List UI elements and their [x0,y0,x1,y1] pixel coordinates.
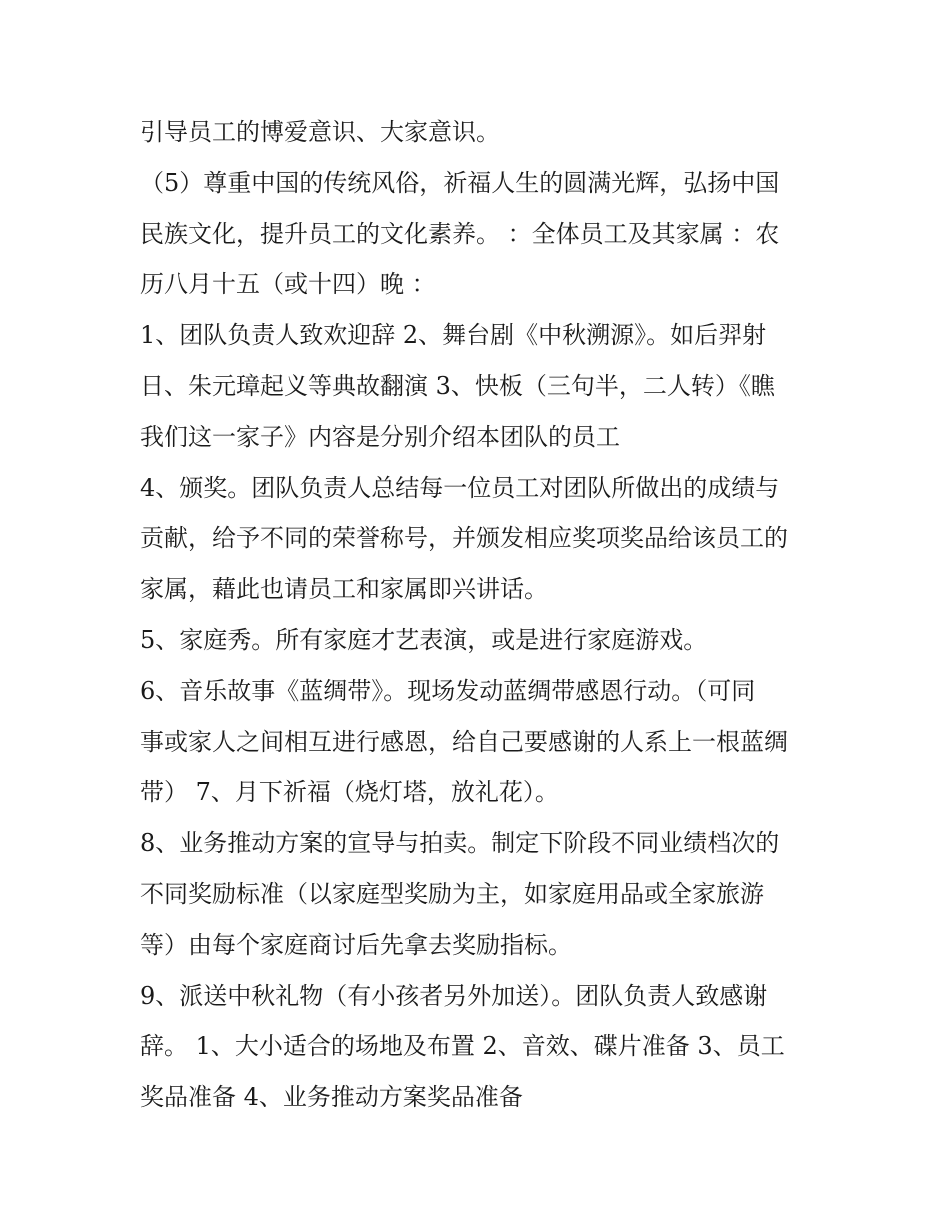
text-line: 4、颁奖。团队负责人总结每一位员工对团队所做出的成绩与 [140,473,780,502]
text-line: 奖品准备 4、业务推动方案奖品准备 [140,1083,523,1112]
text-line: 5、家庭秀。所有家庭才艺表演，或是进行家庭游戏。 [140,625,708,654]
document-body [140,107,820,1123]
text-line: 事或家人之间相互进行感恩，给自己要感谢的人系上一根蓝绸 [140,727,788,756]
text-line: 6、音乐故事《蓝绸带》。现场发动蓝绸带感恩行动。（可同 [140,676,756,705]
text-line: 不同奖励标准（以家庭型奖励为主，如家庭用品或全家旅游 [140,879,764,908]
text-line: 历八月十五（或十四）晚 ： [140,270,436,299]
text-line: 日、朱元璋起义等典故翻演 3、快板（三句半，二人转）《瞧 [140,371,775,400]
text-line: 9、派送中秋礼物（有小孩者另外加送）。团队负责人致感谢 [140,981,768,1010]
text-line: 辞。 1、大小适合的场地及布置 2、音效、碟片准备 3、员工 [140,1032,785,1061]
text-line: 贡献，给予不同的荣誉称号，并颁发相应奖项奖品给该员工的 [140,524,788,553]
text-line: 民族文化，提升员工的文化素养。 ：全体员工及其家属 ：农 [140,219,780,248]
text-line: 8、业务推动方案的宣导与拍卖。制定下阶段不同业绩档次的 [140,829,780,858]
text-line: 带） 7、月下祈福（烧灯塔，放礼花）。 [140,778,559,807]
text-line: 引导员工的博爱意识、大家意识。 [140,118,500,146]
text-line: 家属，藉此也请员工和家属即兴讲话。 [140,575,548,604]
text-line: 等）由每个家庭商讨后先拿去奖励指标。 [140,930,572,959]
text-line: 1、团队负责人致欢迎辞 2、舞台剧《中秋溯源》。如后羿射 [140,321,767,350]
text-line: 我们这一家子》内容是分别介绍本团队的员工 [140,422,620,451]
text-line: （5）尊重中国的传统风俗，祈福人生的圆满光辉，弘扬中国 [140,168,780,197]
